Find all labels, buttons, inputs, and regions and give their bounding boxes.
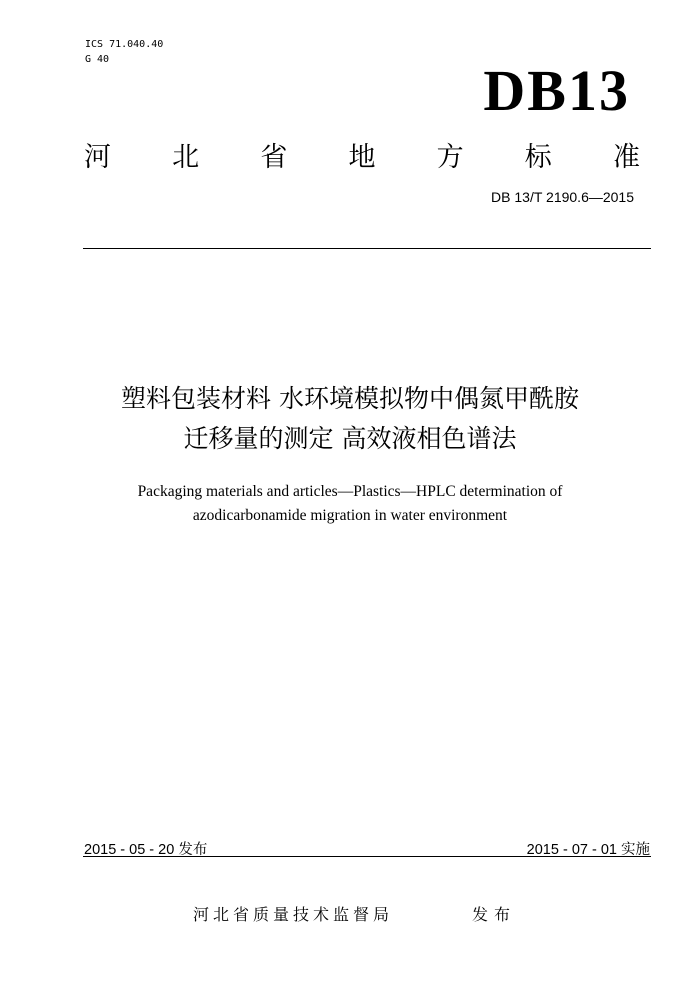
implementation-date: 2015 - 07 - 01 实施 (526, 842, 650, 858)
issue-label: 发布 (472, 905, 517, 924)
standard-type-char: 省 (260, 141, 288, 173)
issuing-authority: 河北省质量技术监督局 (193, 905, 394, 924)
chinese-title-line-2: 迁移量的测定 高效液相色谱法 (183, 424, 517, 453)
english-title-line-1: Packaging materials and articles—Plastics—HPLC determination of (137, 483, 563, 500)
top-divider (83, 248, 651, 249)
ics-code: ICS 71.040.40 (85, 39, 164, 50)
ccs-code: G 40 (85, 54, 110, 65)
issue-date: 2015 - 05 - 20 发布 (84, 842, 208, 858)
standard-type-char: 标 (524, 141, 552, 173)
english-title-line-2: azodicarbonamide migration in water environment (192, 507, 508, 524)
standard-type-char: 河 (84, 141, 111, 173)
chinese-title-line-1: 塑料包装材料 水环境模拟物中偶氮甲酰胺 (121, 384, 579, 413)
standard-number: DB 13/T 2190.6—2015 (491, 189, 634, 205)
standard-type-char: 准 (612, 141, 640, 173)
standard-mark: DB13 (483, 58, 630, 123)
bottom-divider (83, 856, 651, 857)
standard-type-char: 地 (348, 141, 376, 173)
classification-codes (85, 37, 163, 67)
standard-type-char: 北 (172, 141, 200, 173)
standard-type-char: 方 (436, 141, 464, 173)
standard-type-title (84, 134, 640, 174)
